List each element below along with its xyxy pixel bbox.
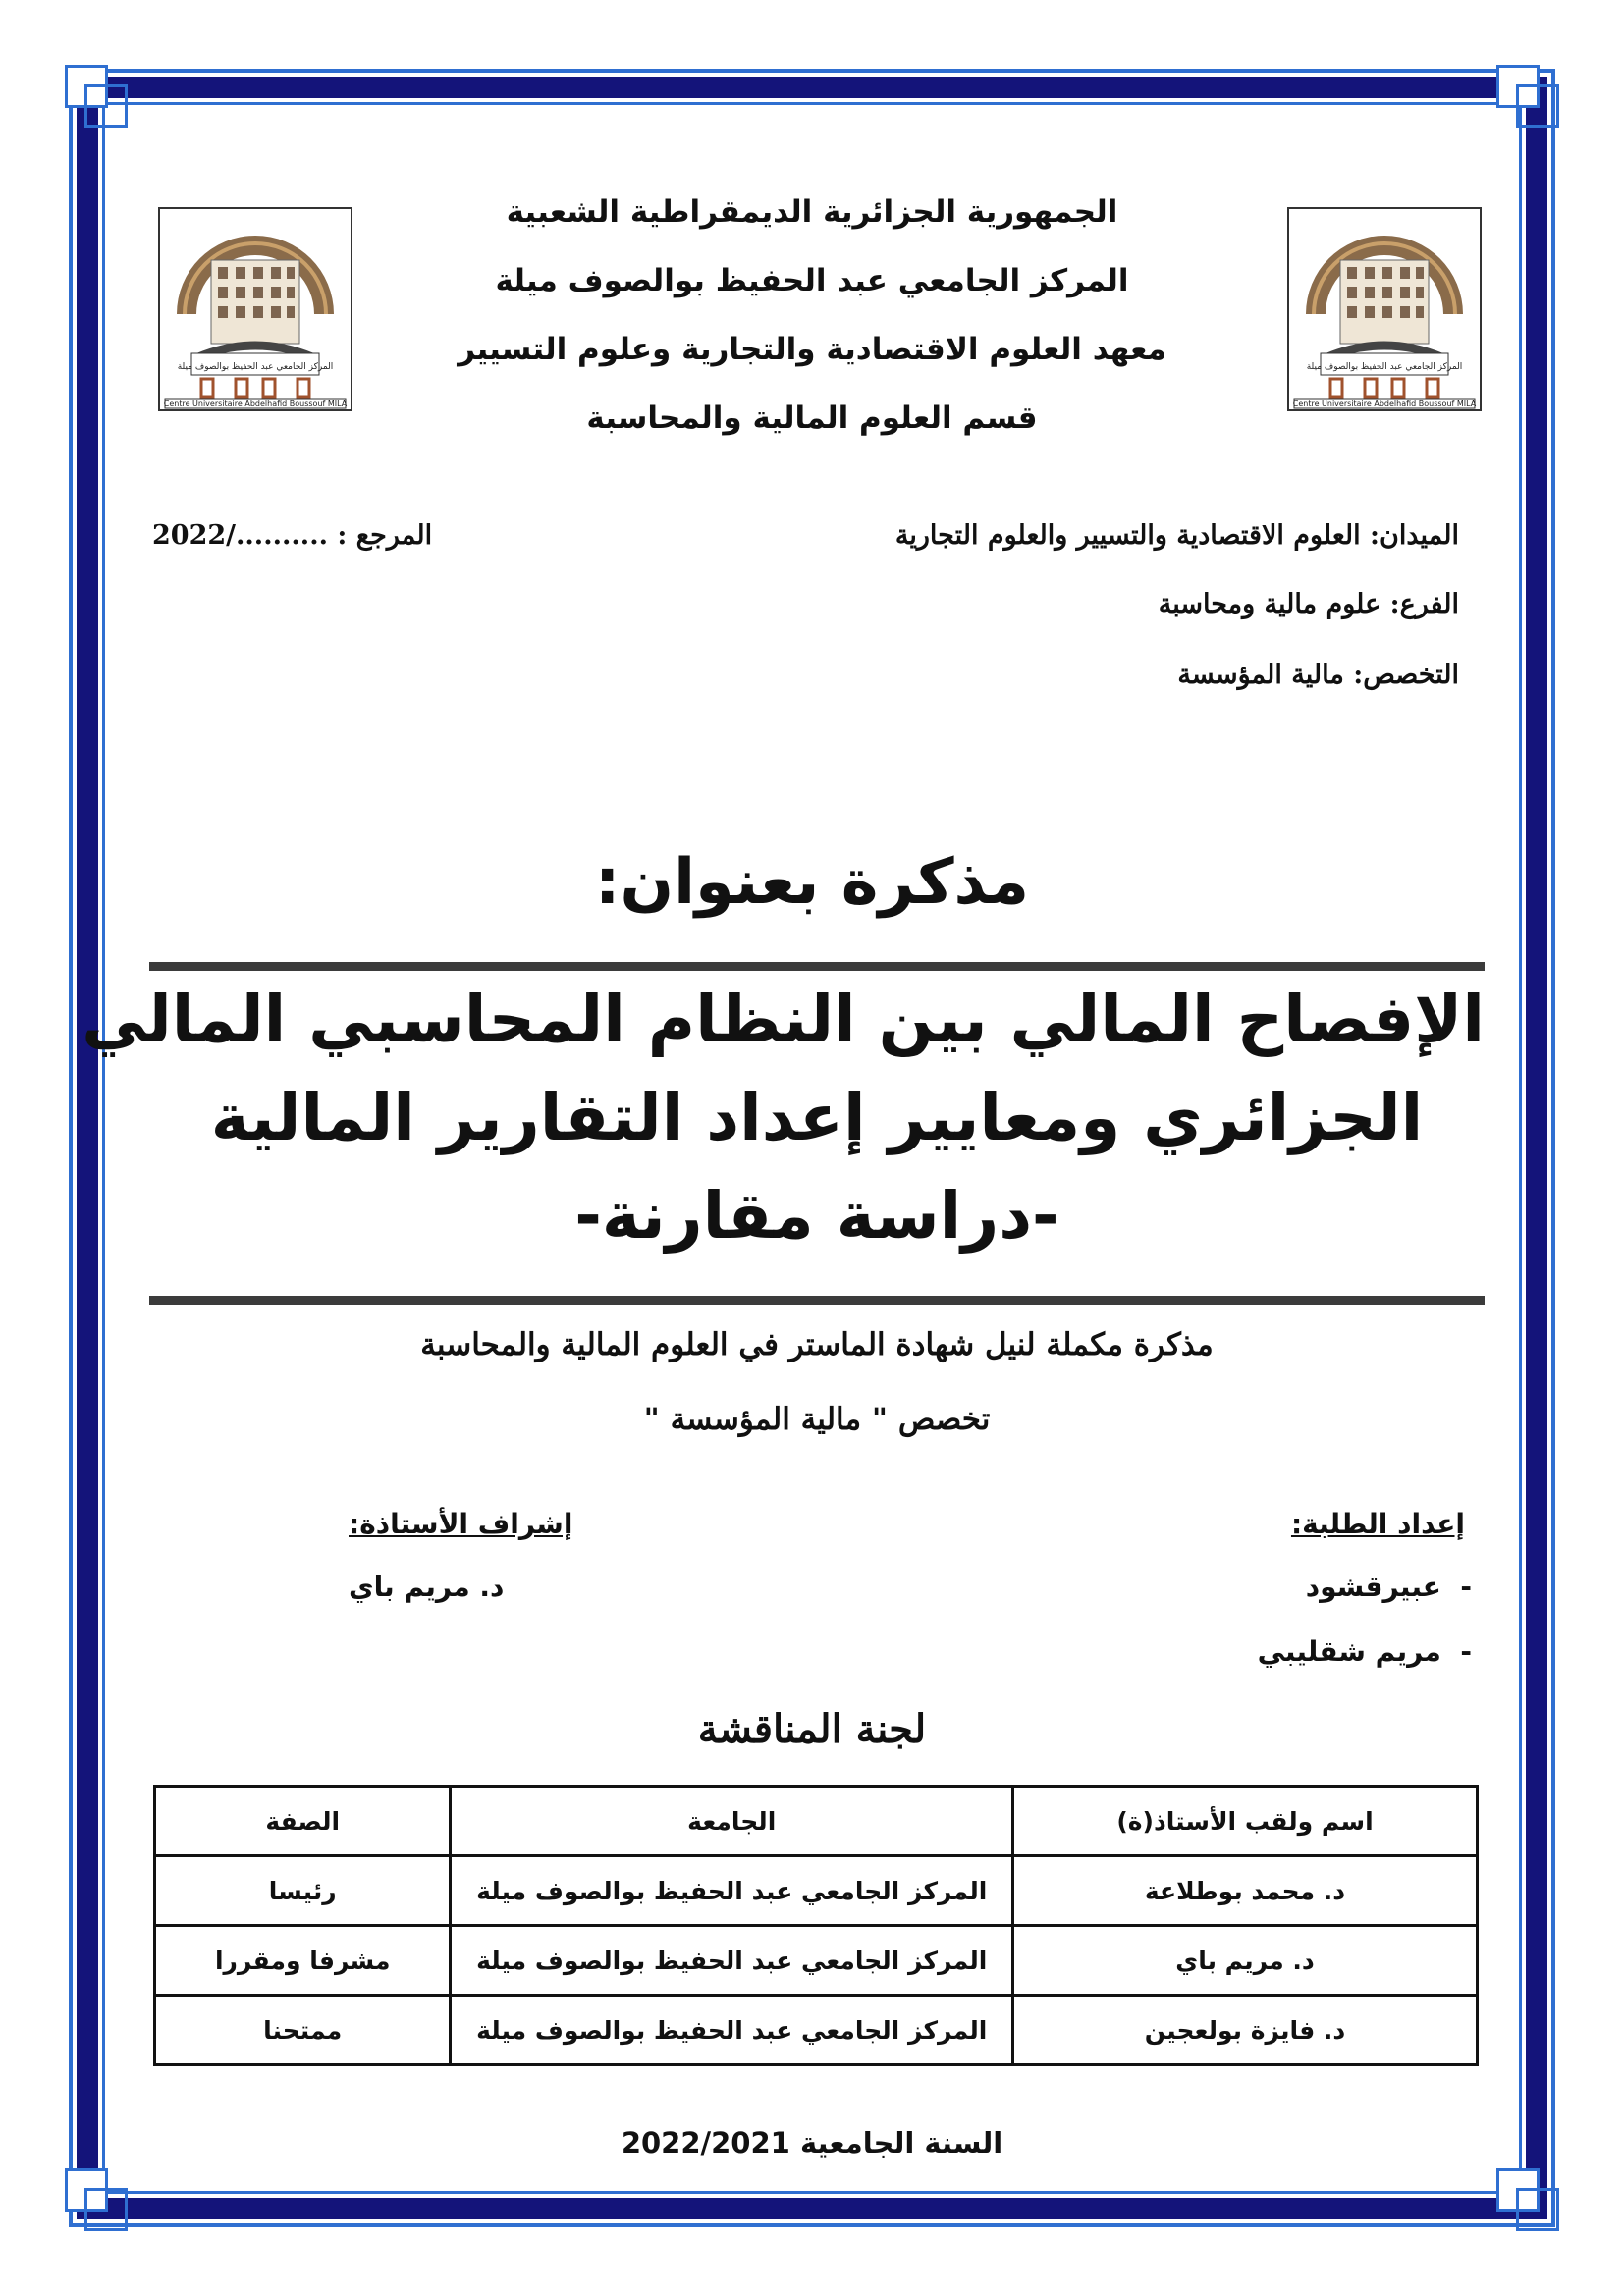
thesis-title-line-1: الإفصاح المالي بين النظام المحاسبي المالي: [81, 982, 1485, 1057]
header-country: الجمهورية الجزائرية الديمقراطية الشعبية: [506, 194, 1118, 230]
university-logo-icon: [157, 206, 353, 412]
field-reference-value: 2022/..........: [152, 520, 329, 551]
member-name: د. مريم باي: [1013, 1926, 1478, 1996]
memo-subtitle: مذكرة مكملة لنيل شهادة الماستر في العلوم المالية والمحاسبة: [420, 1327, 1214, 1362]
field-domain-value: العلوم الاقتصادية والتسيير والعلوم التجارية: [894, 520, 1361, 551]
field-branch-label: الفرع:: [1389, 589, 1459, 619]
thesis-title-line-2: الجزائري ومعايير إعداد التقارير المالية: [210, 1080, 1424, 1155]
table-row: [155, 1856, 1478, 1926]
border-corner-bottom-right: [1496, 2168, 1559, 2231]
field-specialty-value: مالية المؤسسة: [1177, 660, 1344, 690]
field-domain: [895, 520, 1459, 551]
member-university: المركز الجامعي عبد الحفيظ بوالصوف ميلة: [451, 1926, 1013, 1996]
field-branch-value: علوم مالية ومحاسبة: [1158, 589, 1381, 619]
column-header-role: الصفة: [155, 1787, 451, 1856]
student-name-2: - مريم شقليبي: [1257, 1635, 1472, 1668]
header-institute: معهد العلوم الاقتصادية والتجارية وعلوم التسيير: [458, 332, 1166, 367]
member-name: د. فايزة بولعجين: [1013, 1996, 1478, 2065]
title-rule-bottom: [149, 1296, 1485, 1305]
member-role: رئيسا: [155, 1856, 451, 1926]
memo-label: مذكرة بعنوان:: [594, 846, 1030, 919]
student-name-1: - عبيرقشود: [1305, 1571, 1472, 1603]
member-university: المركز الجامعي عبد الحفيظ بوالصوف ميلة: [451, 1856, 1013, 1926]
svg-text:Centre Universitaire Abdelhafi: Centre Universitaire Abdelhafid Boussouf MILA: [1292, 400, 1477, 408]
thesis-title-line-3: -دراسة مقارنة-: [574, 1178, 1059, 1254]
academic-year: السنة الجامعية 2022/2021: [621, 2126, 1003, 2160]
border-corner-bottom-left: [65, 2168, 128, 2231]
table-row: [155, 1996, 1478, 2065]
university-logo-right: [1286, 206, 1483, 412]
memo-specialty-line: تخصص " مالية المؤسسة ": [643, 1402, 991, 1437]
field-reference-label: المرجع :: [337, 520, 433, 551]
member-name: د. محمد بوطلاعة: [1013, 1856, 1478, 1926]
university-logo-icon: [1286, 206, 1483, 412]
svg-text:Centre Universitaire Abdelhafi: Centre Universitaire Abdelhafid Boussouf MILA: [163, 400, 348, 408]
field-reference: [152, 520, 432, 551]
header-university: المركز الجامعي عبد الحفيظ بوالصوف ميلة: [495, 263, 1129, 298]
column-header-name: اسم ولقب الأستاذ(ة): [1013, 1787, 1478, 1856]
supervisor-heading: إشراف الأستاذة:: [349, 1508, 573, 1540]
title-rule-top: [149, 962, 1485, 971]
svg-text:المركز الجامعي عبد الحفيظ بوال: المركز الجامعي عبد الحفيظ بوالصوف ميلة: [177, 362, 334, 372]
field-domain-label: الميدان:: [1370, 520, 1459, 551]
committee-table: [153, 1785, 1479, 2066]
supervisor-name: د. مريم باي: [349, 1571, 505, 1603]
table-header-row: [155, 1787, 1478, 1856]
university-logo-left: [157, 206, 353, 412]
students-heading: إعداد الطلبة:: [1290, 1508, 1465, 1540]
field-specialty-label: التخصص:: [1353, 660, 1459, 690]
border-corner-top-left: [65, 65, 128, 128]
column-header-university: الجامعة: [451, 1787, 1013, 1856]
committee-heading: لجنة المناقشة: [697, 1706, 927, 1752]
field-specialty: [1177, 660, 1459, 690]
svg-text:المركز الجامعي عبد الحفيظ بوال: المركز الجامعي عبد الحفيظ بوالصوف ميلة: [1306, 362, 1463, 372]
field-branch: [1159, 589, 1459, 619]
member-role: مشرفا ومقررا: [155, 1926, 451, 1996]
header-department: قسم العلوم المالية والمحاسبة: [586, 400, 1038, 436]
member-role: ممتحنا: [155, 1996, 451, 2065]
table-row: [155, 1926, 1478, 1996]
border-corner-top-right: [1496, 65, 1559, 128]
member-university: المركز الجامعي عبد الحفيظ بوالصوف ميلة: [451, 1996, 1013, 2065]
